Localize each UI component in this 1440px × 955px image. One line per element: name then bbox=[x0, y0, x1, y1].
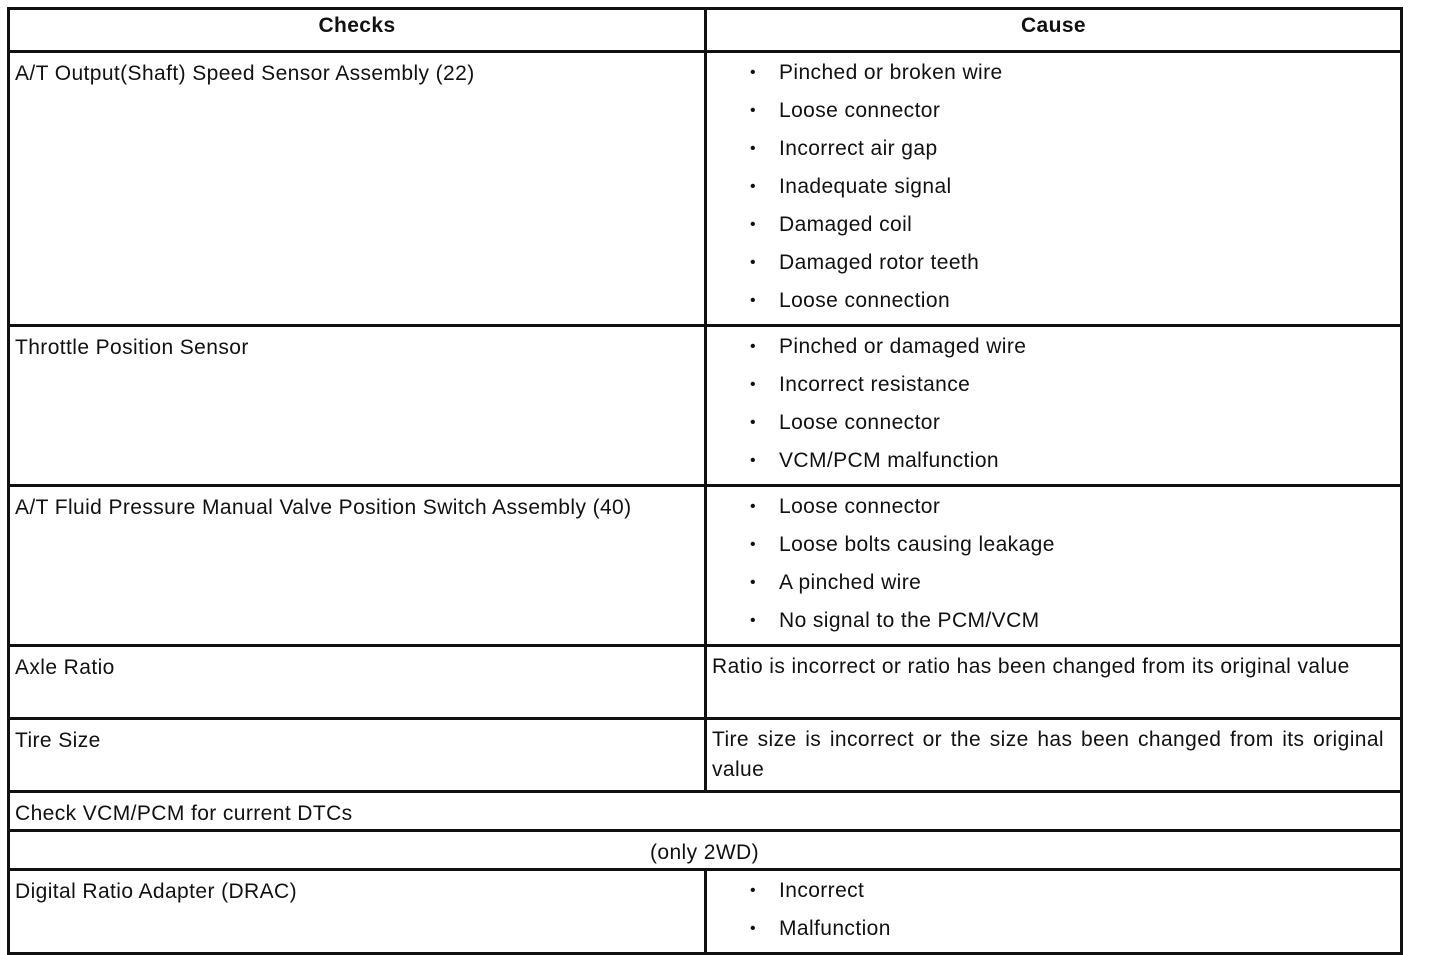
check-cell: Digital Ratio Adapter (DRAC) bbox=[9, 870, 706, 954]
list-item: • Inadequate signal bbox=[712, 172, 1394, 210]
cause-cell bbox=[706, 326, 1402, 486]
full-row-cell: Check VCM/PCM for current DTCs bbox=[9, 792, 1402, 831]
list-item: • Malfunction bbox=[712, 914, 1394, 952]
bullet-icon: • bbox=[750, 178, 757, 195]
bullet-icon: • bbox=[750, 574, 757, 591]
cause-list bbox=[712, 492, 1394, 644]
list-item: • A pinched wire bbox=[712, 568, 1394, 606]
table-row bbox=[9, 326, 1402, 486]
header-row bbox=[9, 9, 1402, 52]
bullet-icon: • bbox=[750, 376, 757, 393]
bullet-icon: • bbox=[750, 612, 757, 629]
bullet-icon: • bbox=[750, 140, 757, 157]
cause-text: Ratio is incorrect or ratio has been changed from its original value bbox=[712, 655, 1350, 678]
cause-list bbox=[712, 876, 1394, 952]
list-item: • Damaged coil bbox=[712, 210, 1394, 248]
header-cause: Cause bbox=[706, 9, 1402, 52]
list-item: • Incorrect bbox=[712, 876, 1394, 914]
bullet-icon: • bbox=[750, 64, 757, 81]
table-row bbox=[9, 719, 1402, 792]
cause-cell bbox=[706, 486, 1402, 646]
table-row bbox=[9, 831, 1402, 870]
list-item: • Loose bolts causing leakage bbox=[712, 530, 1394, 568]
bullet-icon: • bbox=[750, 920, 757, 937]
section-label: (only 2WD) bbox=[9, 831, 1402, 870]
check-cell: A/T Fluid Pressure Manual Valve Position Switch Assembly (40) bbox=[9, 486, 706, 646]
cause-cell bbox=[706, 719, 1402, 792]
list-item: • Loose connector bbox=[712, 492, 1394, 530]
cause-list bbox=[712, 332, 1394, 484]
header-checks: Checks bbox=[9, 9, 706, 52]
diagnostic-table bbox=[7, 7, 1403, 955]
cause-cell bbox=[706, 52, 1402, 326]
check-cell: Throttle Position Sensor bbox=[9, 326, 706, 486]
list-item: • Loose connector bbox=[712, 96, 1394, 134]
bullet-icon: • bbox=[750, 452, 757, 469]
cause-cell bbox=[706, 870, 1402, 954]
list-item: • Loose connection bbox=[712, 286, 1394, 324]
table-row bbox=[9, 52, 1402, 326]
table-row bbox=[9, 870, 1402, 954]
list-item: • Damaged rotor teeth bbox=[712, 248, 1394, 286]
list-item: • Incorrect resistance bbox=[712, 370, 1394, 408]
cause-list bbox=[712, 58, 1394, 324]
bullet-icon: • bbox=[750, 882, 757, 899]
bullet-icon: • bbox=[750, 254, 757, 271]
check-cell: Tire Size bbox=[9, 719, 706, 792]
check-cell: Axle Ratio bbox=[9, 646, 706, 719]
bullet-icon: • bbox=[750, 102, 757, 119]
table-row bbox=[9, 792, 1402, 831]
list-item: • Loose connector bbox=[712, 408, 1394, 446]
list-item: • VCM/PCM malfunction bbox=[712, 446, 1394, 484]
list-item: • Incorrect air gap bbox=[712, 134, 1394, 172]
bullet-icon: • bbox=[750, 216, 757, 233]
bullet-icon: • bbox=[750, 414, 757, 431]
check-cell: A/T Output(Shaft) Speed Sensor Assembly (22) bbox=[9, 52, 706, 326]
table-row bbox=[9, 646, 1402, 719]
list-item: • Pinched or broken wire bbox=[712, 58, 1394, 96]
cause-text: Tire size is incorrect or the size has been changed from its original value bbox=[712, 728, 1384, 781]
bullet-icon: • bbox=[750, 292, 757, 309]
table-row bbox=[9, 486, 1402, 646]
cause-cell bbox=[706, 646, 1402, 719]
bullet-icon: • bbox=[750, 536, 757, 553]
bullet-icon: • bbox=[750, 498, 757, 515]
list-item: • Pinched or damaged wire bbox=[712, 332, 1394, 370]
bullet-icon: • bbox=[750, 338, 757, 355]
list-item: • No signal to the PCM/VCM bbox=[712, 606, 1394, 644]
